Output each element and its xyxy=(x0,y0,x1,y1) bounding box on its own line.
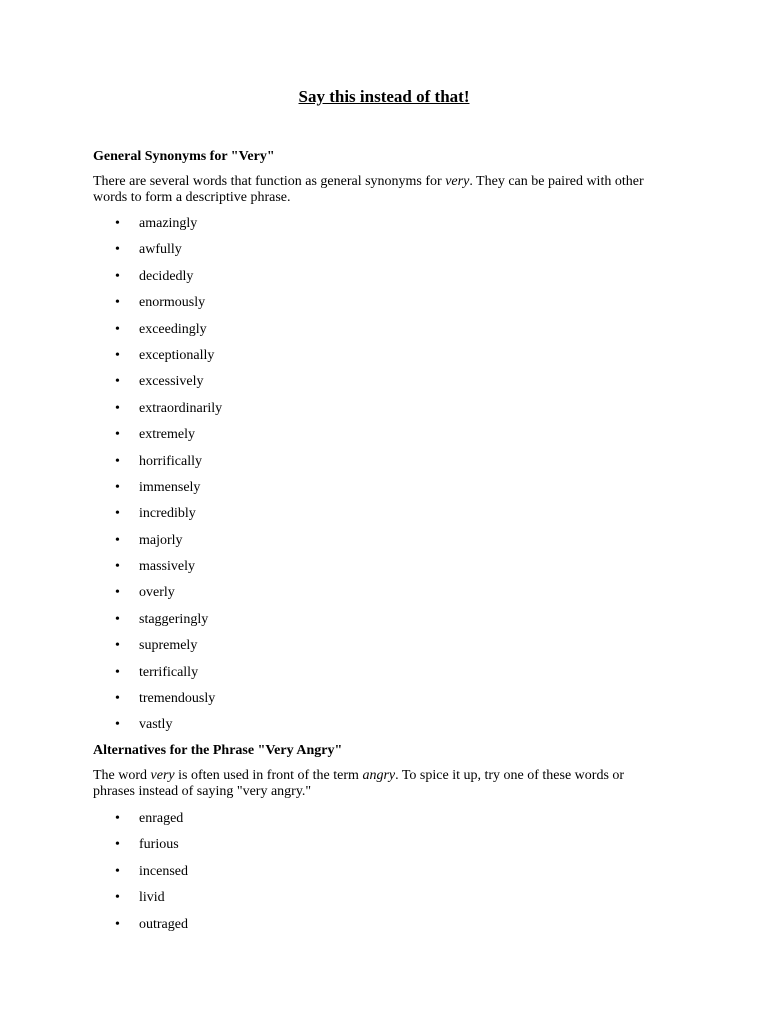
bullet-icon: • xyxy=(115,347,120,363)
list-item xyxy=(93,321,673,347)
list-item xyxy=(93,690,673,716)
list-item-text: vastly xyxy=(139,717,173,733)
bullet-icon: • xyxy=(115,638,120,654)
list-item-text: incensed xyxy=(139,863,188,879)
list-item xyxy=(93,584,673,610)
intro-emphasis: angry xyxy=(362,768,396,783)
bullet-icon: • xyxy=(115,400,120,416)
list-item xyxy=(93,294,673,320)
bullet-icon: • xyxy=(115,585,120,601)
alternatives-list xyxy=(93,810,673,942)
list-item-text: awfully xyxy=(139,242,182,258)
synonym-list xyxy=(93,215,673,743)
list-item xyxy=(93,532,673,558)
list-item-text: extremely xyxy=(139,427,195,443)
list-item-text: enormously xyxy=(139,295,206,311)
list-item xyxy=(93,716,673,742)
bullet-icon: • xyxy=(115,479,120,495)
bullet-icon: • xyxy=(115,532,120,548)
section-intro xyxy=(93,768,663,800)
list-item-text: tremendously xyxy=(139,691,216,707)
bullet-icon: • xyxy=(115,611,120,627)
list-item-text: majorly xyxy=(139,532,183,548)
bullet-icon: • xyxy=(115,427,120,443)
list-item xyxy=(93,863,673,889)
section-heading: General Synonyms for "Very" xyxy=(93,149,275,164)
list-item-text: staggeringly xyxy=(139,611,209,627)
list-item-text: extraordinarily xyxy=(139,400,223,416)
list-item xyxy=(93,916,673,942)
list-item xyxy=(93,373,673,399)
list-item-text: immensely xyxy=(139,479,201,495)
list-item-text: overly xyxy=(139,585,175,601)
list-item xyxy=(93,611,673,637)
list-item-text: terrifically xyxy=(139,664,199,680)
bullet-icon: • xyxy=(115,242,120,258)
bullet-icon: • xyxy=(115,691,120,707)
intro-emphasis: very xyxy=(150,768,175,783)
list-item xyxy=(93,426,673,452)
intro-emphasis: very xyxy=(445,174,470,189)
list-item-text: outraged xyxy=(139,916,188,932)
intro-text: . To spice it up, try one of these words or phrases instead of saying "very angry." xyxy=(93,768,625,799)
list-item-text: supremely xyxy=(139,638,198,654)
bullet-icon: • xyxy=(115,863,120,879)
list-item xyxy=(93,215,673,241)
list-item-text: furious xyxy=(139,837,179,853)
bullet-icon: • xyxy=(115,295,120,311)
intro-text: The word xyxy=(93,768,151,783)
list-item xyxy=(93,241,673,267)
bullet-icon: • xyxy=(115,268,120,284)
list-item-text: excessively xyxy=(139,374,204,390)
list-item xyxy=(93,400,673,426)
bullet-icon: • xyxy=(115,811,120,826)
bullet-icon: • xyxy=(115,837,120,853)
list-item xyxy=(93,836,673,862)
list-item-text: exceptionally xyxy=(139,347,215,363)
bullet-icon: • xyxy=(115,664,120,680)
bullet-icon: • xyxy=(115,916,120,932)
section-heading: Alternatives for the Phrase "Very Angry" xyxy=(93,743,343,758)
list-item xyxy=(93,810,673,836)
list-item-text: exceedingly xyxy=(139,321,207,337)
bullet-icon: • xyxy=(115,890,120,906)
list-item xyxy=(93,347,673,373)
bullet-icon: • xyxy=(115,559,120,575)
section-intro xyxy=(93,174,663,206)
list-item-text: massively xyxy=(139,559,195,575)
bullet-icon: • xyxy=(115,374,120,390)
list-item xyxy=(93,453,673,479)
bullet-icon: • xyxy=(115,717,120,733)
document-title: Say this instead of that! xyxy=(298,87,470,106)
list-item-text: horrifically xyxy=(139,453,202,469)
bullet-icon: • xyxy=(115,216,120,231)
list-item-text: enraged xyxy=(139,811,184,826)
intro-text: There are several words that function as general synonyms for xyxy=(93,174,446,189)
list-item xyxy=(93,889,673,915)
list-item xyxy=(93,479,673,505)
list-item xyxy=(93,637,673,663)
list-item xyxy=(93,505,673,531)
section-very-angry xyxy=(93,742,673,942)
list-item xyxy=(93,558,673,584)
bullet-icon: • xyxy=(115,321,120,337)
bullet-icon: • xyxy=(115,506,120,522)
list-item-text: livid xyxy=(139,890,165,906)
list-item-text: incredibly xyxy=(139,506,196,522)
list-item xyxy=(93,268,673,294)
list-item-text: amazingly xyxy=(139,216,198,231)
list-item-text: decidedly xyxy=(139,268,194,284)
intro-text: is often used in front of the term xyxy=(174,768,363,783)
list-item xyxy=(93,664,673,690)
intro-text: . They can be paired with other words to form a descriptive phrase. xyxy=(93,174,644,205)
bullet-icon: • xyxy=(115,453,120,469)
section-general-synonyms xyxy=(93,148,673,743)
